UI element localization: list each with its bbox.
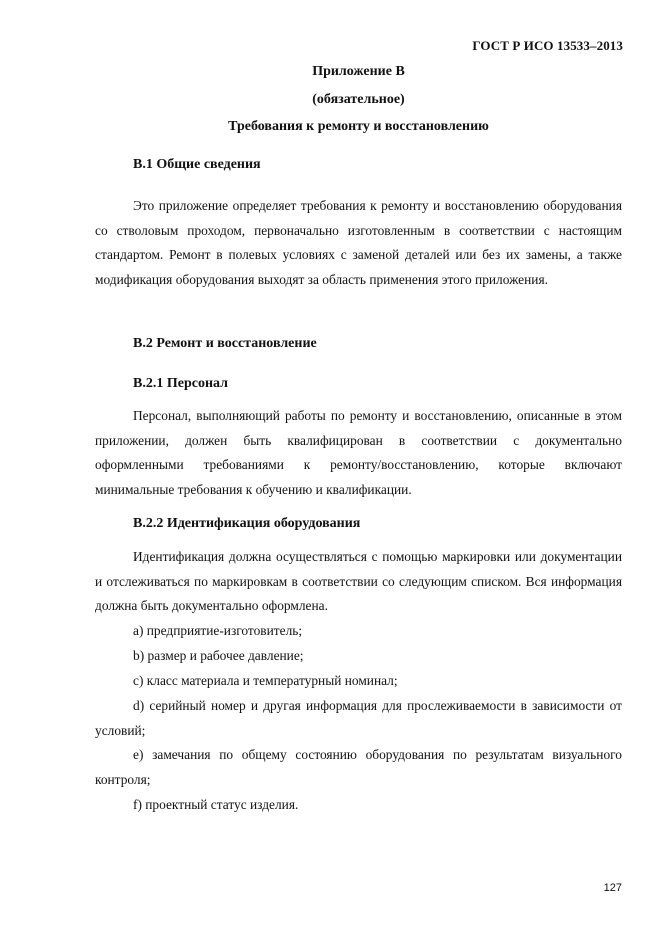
list-item-f: f) проектный статус изделия. [133,797,299,812]
section-b2-heading: В.2 Ремонт и восстановление [133,336,317,351]
list-item-e: e) замечания по общему состоянию оборудования по результатам визуального контроля; [95,747,622,787]
appendix-status: (обязательное) [312,92,405,107]
appendix-subject: Требования к ремонту и восстановлению [228,119,489,134]
section-b21-heading: В.2.1 Персонал [133,376,228,391]
list-item-b: b) размер и рабочее давление; [133,648,304,663]
list-item-a: a) предприятие-изготовитель; [133,623,303,638]
list-item-d: d) серийный номер и другая информация для прослеживаемости в зависимости от условий; [95,698,622,738]
section-b21-text: Персонал, выполняющий работы по ремонту и восстановлению, описанные в этом приложении, должен быть квалифицирован в соответствии с документально оформленными требованиями к ремонту/восстановлению, которые включают минимальные требования к обучению и квалификации. [95,408,622,497]
section-b1-heading: В.1 Общие сведения [133,157,261,172]
appendix-title: Приложение В [312,64,405,79]
section-b22-text: Идентификация должна осуществляться с помощью маркировки или документации и отслеживаться по маркировкам в соответствии со следующим списком. Вся информация должна быть документально оформлена. [95,549,622,613]
list-item-c: c) класс материала и температурный номинал; [133,673,398,688]
section-b1-text: Это приложение определяет требования к ремонту и восстановлению оборудования со стволовым проходом, первоначально изготовленным в соответствии с настоящим стандартом. Ремонт в полевых условиях с заменой деталей или без их замены, а также модификация оборудования выходят за область применения этого приложения. [95,198,622,287]
document-code: ГОСТ Р ИСО 13533–2013 [472,38,623,53]
page-number: 127 [603,882,622,894]
section-b22-heading: В.2.2 Идентификация оборудования [133,516,361,531]
